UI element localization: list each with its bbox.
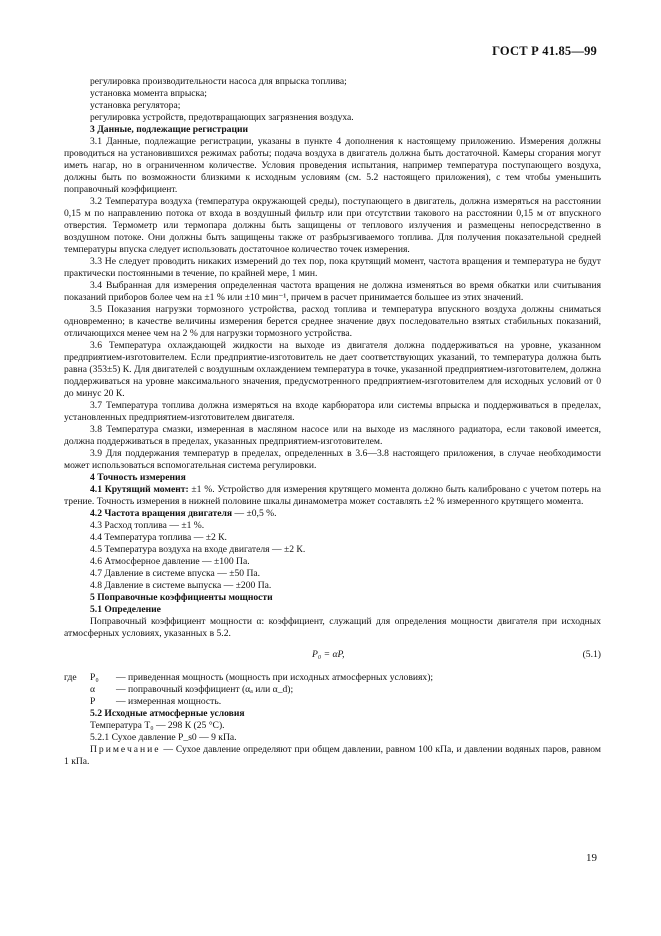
paragraph-3-6: 3.6 Температура охлаждающей жидкости на выходе из двигателя должна поддерживаться на уровне, указанном предприятием-изготовителем. Если предприятие-изготовитель не дает соответствующих указаний, то температура должна быть равна (353±5) К. Для двигателей с воздушным охлаждением температура в точке, указанной предприятием-изготовителем, должна поддерживаться на уровне максимального значения, предусмотренного предприятием-изготовителем для исходных условий от 0 до минус 20 К. — [64, 340, 601, 399]
paragraph-3-3: 3.3 Не следует проводить никаких измерений до тех пор, пока крутящий момент, частота вращения и температура не будут практически постоянными в течение, по крайней мере, 1 мин. — [64, 256, 601, 279]
paragraph-4-1-head: 4.1 Крутящий момент: — [90, 484, 189, 495]
paragraph-4-4: 4.4 Температура топлива — ±2 К. — [90, 532, 227, 543]
list-item: установка регулятора; — [90, 100, 181, 111]
paragraph-3-5: 3.5 Показания нагрузки тормозного устройства, расход топлива и температура впускного воздуха должны сниматься одновременно; в качестве величины измерения берется среднее значение двух последовательно взятых стабильных показаний, отличающихся менее чем на 2 % для нагрузки тормозного устройства. — [64, 304, 601, 339]
list-item: установка момента впрыска; — [90, 88, 207, 99]
where-symbol: α — [90, 684, 96, 695]
formula-number: (5.1) — [582, 649, 601, 660]
section-heading-3: 3 Данные, подлежащие регистрации — [90, 124, 249, 135]
paragraph-4-1 — [64, 484, 601, 508]
where-row-2 — [64, 684, 601, 696]
paragraph-4-1-text: ±1 %. Устройство для измерения крутящего момента должно быть калибровано с учетом потерь на трение. Точность измерения в нижней половине шкалы динамометра может составлять ±2 % измеренного крутящего момента. — [64, 484, 601, 507]
where-text: — измеренная мощность. — [116, 696, 222, 707]
formula-5-1 — [64, 646, 601, 666]
page-content — [64, 76, 601, 768]
paragraph-3-2: 3.2 Температура воздуха (температура окружающей среды), поступающего в двигатель, должна измеряться на расстоянии 0,15 м по направлению потока от входа в воздушный фильтр или при отсутствии такового на расстоянии 0,15 м от впускного отверстия. Термометр или термопара должны быть защищены от теплового излучения и размещены непосредственно в воздушном потоке. Они должны быть защищены также от разбрызгиваемого топлива. Для получения показательной средней температуры впуска следует использовать достаточное количество точек измерения. — [64, 196, 601, 255]
section-heading-4: 4 Точность измерения — [90, 472, 186, 483]
paragraph-4-7: 4.7 Давление в системе впуска — ±50 Па. — [90, 568, 261, 579]
where-symbol: P — [90, 696, 96, 707]
where-symbol: P₀ — [90, 672, 99, 683]
where-lead: где — [64, 672, 77, 683]
formula-expression: P₀ = αP, — [312, 649, 345, 660]
paragraph-4-3: 4.3 Расход топлива — ±1 %. — [90, 520, 205, 531]
paragraph-3-7: 3.7 Температура топлива должна измеряться на входе карбюратора или системы впрыска и поддерживаться в пределах, установленных предприятием-изготовителем двигателя. — [64, 400, 601, 423]
where-text: — приведенная мощность (мощность при исходных атмосферных условиях); — [116, 672, 434, 683]
page-number: 19 — [586, 852, 597, 864]
note-text: — Сухое давление определяют при общем давлении, равном 100 кПа, и давлении водяных паров, равном 1 кПа. — [64, 744, 601, 767]
where-row-1 — [64, 672, 601, 684]
note — [64, 744, 601, 768]
paragraph-4-8: 4.8 Давление в системе выпуска — ±200 Па. — [90, 580, 272, 591]
paragraph-5-1: Поправочный коэффициент мощности α: коэффициент, служащий для определения мощности двигателя при исходных атмосферных условиях, указанных в 5.2. — [64, 616, 601, 639]
list-item: регулировка устройств, предотвращающих загрязнения воздуха. — [90, 112, 354, 123]
paragraph-4-2-head: 4.2 Частота вращения двигателя — [90, 508, 233, 519]
paragraph-4-2-text: — ±0,5 %. — [232, 508, 277, 519]
note-label: Примечание — [90, 744, 161, 755]
section-heading-5: 5 Поправочные коэффициенты мощности — [90, 592, 273, 603]
paragraph-3-8: 3.8 Температура смазки, измеренная в масляном насосе или на выходе из масляного радиатора, если таковой имеется, должна поддерживаться в пределах, указанных предприятием-изготовителем. — [64, 424, 601, 447]
paragraph-3-1: 3.1 Данные, подлежащие регистрации, указаны в пункте 4 дополнения к настоящему приложению. Измерения должны проводиться на установившихся режимах работы; подача воздуха в двигатель должна быть достаточной. Камеры сгорания могут иметь нагар, но в ограниченном количестве. Условия проведения испытания, например температура поступающего воздуха, должны быть по возможности близкими к исходным условиям (см. 5.2 настоящего приложения), с тем чтобы уменьшить поправочный коэффициент. — [64, 136, 601, 195]
paragraph-5-2: Температура T₀ — 298 К (25 °С). — [90, 720, 225, 731]
section-heading-5-2: 5.2 Исходные атмосферные условия — [90, 708, 245, 719]
document-header: ГОСТ Р 41.85—99 — [492, 44, 597, 58]
where-row-3 — [64, 696, 601, 708]
section-heading-5-1: 5.1 Определение — [90, 604, 161, 615]
paragraph-4-2 — [64, 508, 601, 520]
paragraph-5-2-1: 5.2.1 Сухое давление P_s0 — 9 кПа. — [90, 732, 237, 743]
paragraph-4-5: 4.5 Температура воздуха на входе двигателя — ±2 К. — [90, 544, 306, 555]
paragraph-3-4: 3.4 Выбранная для измерения определенная частота вращения не должна изменяться во время обкатки или считывания показаний приборов более чем на ±1 % или ±10 мин⁻¹, причем в расчет принимается большее из этих значений. — [64, 280, 601, 303]
where-text: — поправочный коэффициент (αₐ или α_d); — [116, 684, 294, 695]
list-item: регулировка производительности насоса для впрыска топлива; — [90, 76, 347, 87]
paragraph-4-6: 4.6 Атмосферное давление — ±100 Па. — [90, 556, 250, 567]
paragraph-3-9: 3.9 Для поддержания температур в пределах, определенных в 3.6—3.8 настоящего приложения, в случае необходимости может использоваться вспомогательная система регулировки. — [64, 448, 601, 471]
